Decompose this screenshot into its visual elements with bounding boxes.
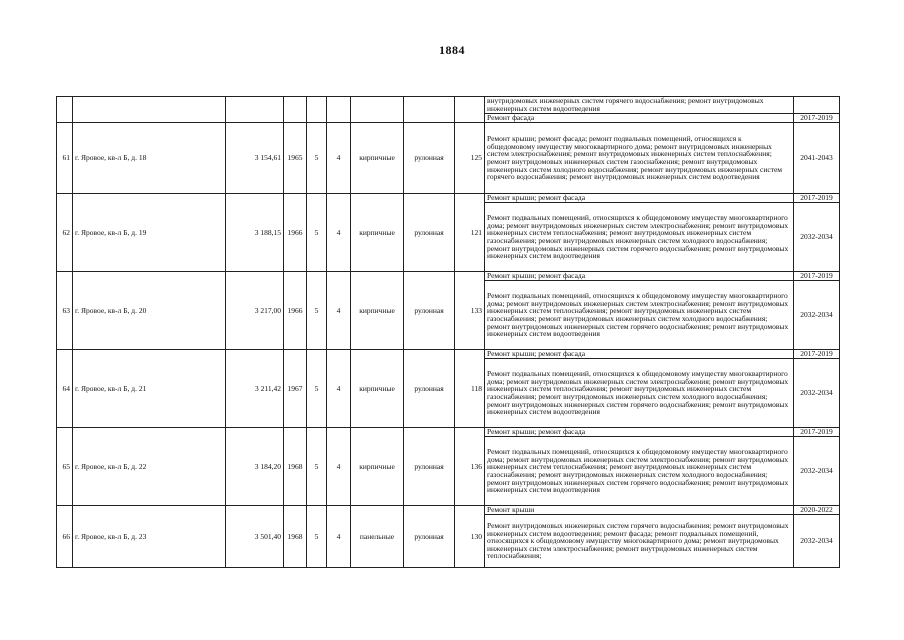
- roof-cell: рулонная: [404, 194, 455, 272]
- address-cell: г. Яровое, кв-л Б, д. 19: [73, 194, 226, 272]
- floors-cell: 5: [307, 428, 327, 506]
- work-description: Ремонт крыши; ремонт фасада: [485, 194, 794, 203]
- work-description: Ремонт подвальных помещений, относящихся к общедомовому имуществу многоквартирного дома; ремонт внутридомовых инженерных систем электроснабжения; ремонт внутридомовых инженерных систем теплоснабжения; ремонт внутридомовых инженерных систем газоснабжения; ремонт внутридомовых инженерных систем холодного водоснабжения; ремонт внутридомовых инженерных систем горячего водоснабжения; ремонт внутридомовых инженерных систем водоотведения: [485, 359, 794, 428]
- work-description: Ремонт подвальных помещений, относящихся к общедомовому имуществу многоквартирного дома; ремонт внутридомовых инженерных систем электроснабжения; ремонт внутридомовых инженерных систем теплоснабжения; ремонт внутридомовых инженерных систем газоснабжения; ремонт внутридомовых инженерных систем холодного водоснабжения; ремонт внутридомовых инженерных систем горячего водоснабжения; ремонт внутридомовых инженерных систем водоотведения: [485, 437, 794, 506]
- entrances-cell: 4: [327, 272, 351, 350]
- residents-cell: 133: [455, 272, 485, 350]
- row-number: 64: [57, 350, 73, 428]
- work-period: 2017-2019: [794, 428, 840, 437]
- work-period: 2017-2019: [794, 272, 840, 281]
- table-row: [57, 194, 840, 203]
- work-description: внутридомовых инженерных систем горячего водоснабжения; ремонт внутридомовых инженерных систем водоотведения: [485, 97, 794, 114]
- entrances-cell: 4: [327, 350, 351, 428]
- row-number: 66: [57, 506, 73, 568]
- area-cell: 3 188,15: [226, 194, 284, 272]
- table-row: [57, 272, 840, 281]
- address-cell: г. Яровое, кв-л Б, д. 18: [73, 123, 226, 194]
- floors-cell: 5: [307, 350, 327, 428]
- work-description: Ремонт подвальных помещений, относящихся к общедомовому имуществу многоквартирного дома; ремонт внутридомовых инженерных систем электроснабжения; ремонт внутридомовых инженерных систем теплоснабжения; ремонт внутридомовых инженерных систем газоснабжения; ремонт внутридомовых инженерных систем холодного водоснабжения; ремонт внутридомовых инженерных систем горячего водоснабжения; ремонт внутридомовых инженерных систем водоотведения: [485, 281, 794, 350]
- work-period: 2020-2022: [794, 506, 840, 515]
- work-period: 2017-2019: [794, 114, 840, 123]
- table-row: [57, 350, 840, 359]
- area-cell: 3 217,00: [226, 272, 284, 350]
- work-period: 2032-2034: [794, 437, 840, 506]
- entrances-cell: 4: [327, 194, 351, 272]
- year-cell: 1966: [284, 272, 307, 350]
- area-cell: 3 211,42: [226, 350, 284, 428]
- year-cell: 1968: [284, 506, 307, 568]
- work-description: Ремонт крыши: [485, 506, 794, 515]
- roof-cell: рулонная: [404, 350, 455, 428]
- work-period: 2032-2034: [794, 515, 840, 568]
- walls-cell: кирпичные: [351, 123, 404, 194]
- residents-cell: 130: [455, 506, 485, 568]
- roof-cell: рулонная: [404, 272, 455, 350]
- area-cell: 3 501,40: [226, 506, 284, 568]
- continuation-row: [57, 97, 840, 114]
- year-cell: 1966: [284, 194, 307, 272]
- floors-cell: 5: [307, 506, 327, 568]
- address-cell: г. Яровое, кв-л Б, д. 21: [73, 350, 226, 428]
- table-row: [57, 428, 840, 437]
- address-cell: г. Яровое, кв-л Б, д. 23: [73, 506, 226, 568]
- address-cell: г. Яровое, кв-л Б, д. 20: [73, 272, 226, 350]
- table-row: [57, 506, 840, 515]
- row-number: 65: [57, 428, 73, 506]
- table-row: [57, 123, 840, 194]
- residents-cell: 118: [455, 350, 485, 428]
- work-period: 2032-2034: [794, 359, 840, 428]
- year-cell: 1968: [284, 428, 307, 506]
- area-cell: 3 184,20: [226, 428, 284, 506]
- work-description: Ремонт крыши; ремонт фасада: [485, 428, 794, 437]
- page-number: 1884: [439, 43, 465, 57]
- area-cell: 3 154,61: [226, 123, 284, 194]
- work-description: Ремонт внутридомовых инженерных систем горячего водоснабжения; ремонт внутридомовых инженерных систем водоотведения; ремонт фасада; ремонт подвальных помещений, относящихся к общедомовому имуществу многоквартирного дома; ремонт внутридомовых инженерных систем электроснабжения; ремонт внутридомовых инженерных систем теплоснабжения;: [485, 515, 794, 568]
- walls-cell: кирпичные: [351, 272, 404, 350]
- entrances-cell: 4: [327, 428, 351, 506]
- residents-cell: 125: [455, 123, 485, 194]
- work-period: 2041-2043: [794, 123, 840, 194]
- entrances-cell: 4: [327, 506, 351, 568]
- work-period: 2032-2034: [794, 203, 840, 272]
- row-number: 63: [57, 272, 73, 350]
- address-cell: г. Яровое, кв-л Б, д. 22: [73, 428, 226, 506]
- work-description: Ремонт крыши; ремонт фасада: [485, 350, 794, 359]
- entrances-cell: 4: [327, 123, 351, 194]
- work-description: Ремонт крыши; ремонт фасада; ремонт подвальных помещений, относящихся к общедомовому имуществу многоквартирного дома; ремонт внутридомовых инженерных систем электроснабжения; ремонт внутридомовых инженерных систем теплоснабжения; ремонт внутридомовых инженерных систем газоснабжения; ремонт внутридомовых инженерных систем холодного водоснабжения; ремонт внутридомовых инженерных систем горячего водоснабжения; ремонт внутридомовых инженерных систем водоотведения: [485, 123, 794, 194]
- work-description: Ремонт подвальных помещений, относящихся к общедомовому имуществу многоквартирного дома; ремонт внутридомовых инженерных систем электроснабжения; ремонт внутридомовых инженерных систем теплоснабжения; ремонт внутридомовых инженерных систем газоснабжения; ремонт внутридомовых инженерных систем холодного водоснабжения; ремонт внутридомовых инженерных систем горячего водоснабжения; ремонт внутридомовых инженерных систем водоотведения: [485, 203, 794, 272]
- floors-cell: 5: [307, 123, 327, 194]
- walls-cell: кирпичные: [351, 194, 404, 272]
- housing-repair-table: [56, 96, 840, 568]
- walls-cell: кирпичные: [351, 428, 404, 506]
- floors-cell: 5: [307, 194, 327, 272]
- row-number: 61: [57, 123, 73, 194]
- residents-cell: 136: [455, 428, 485, 506]
- walls-cell: панельные: [351, 506, 404, 568]
- work-period: [794, 97, 840, 114]
- roof-cell: рулонная: [404, 428, 455, 506]
- walls-cell: кирпичные: [351, 350, 404, 428]
- year-cell: 1967: [284, 350, 307, 428]
- work-period: 2017-2019: [794, 350, 840, 359]
- roof-cell: рулонная: [404, 123, 455, 194]
- roof-cell: рулонная: [404, 506, 455, 568]
- work-period: 2032-2034: [794, 281, 840, 350]
- row-number: 62: [57, 194, 73, 272]
- floors-cell: 5: [307, 272, 327, 350]
- work-description: Ремонт фасада: [485, 114, 794, 123]
- year-cell: 1965: [284, 123, 307, 194]
- work-period: 2017-2019: [794, 194, 840, 203]
- work-description: Ремонт крыши; ремонт фасада: [485, 272, 794, 281]
- residents-cell: 121: [455, 194, 485, 272]
